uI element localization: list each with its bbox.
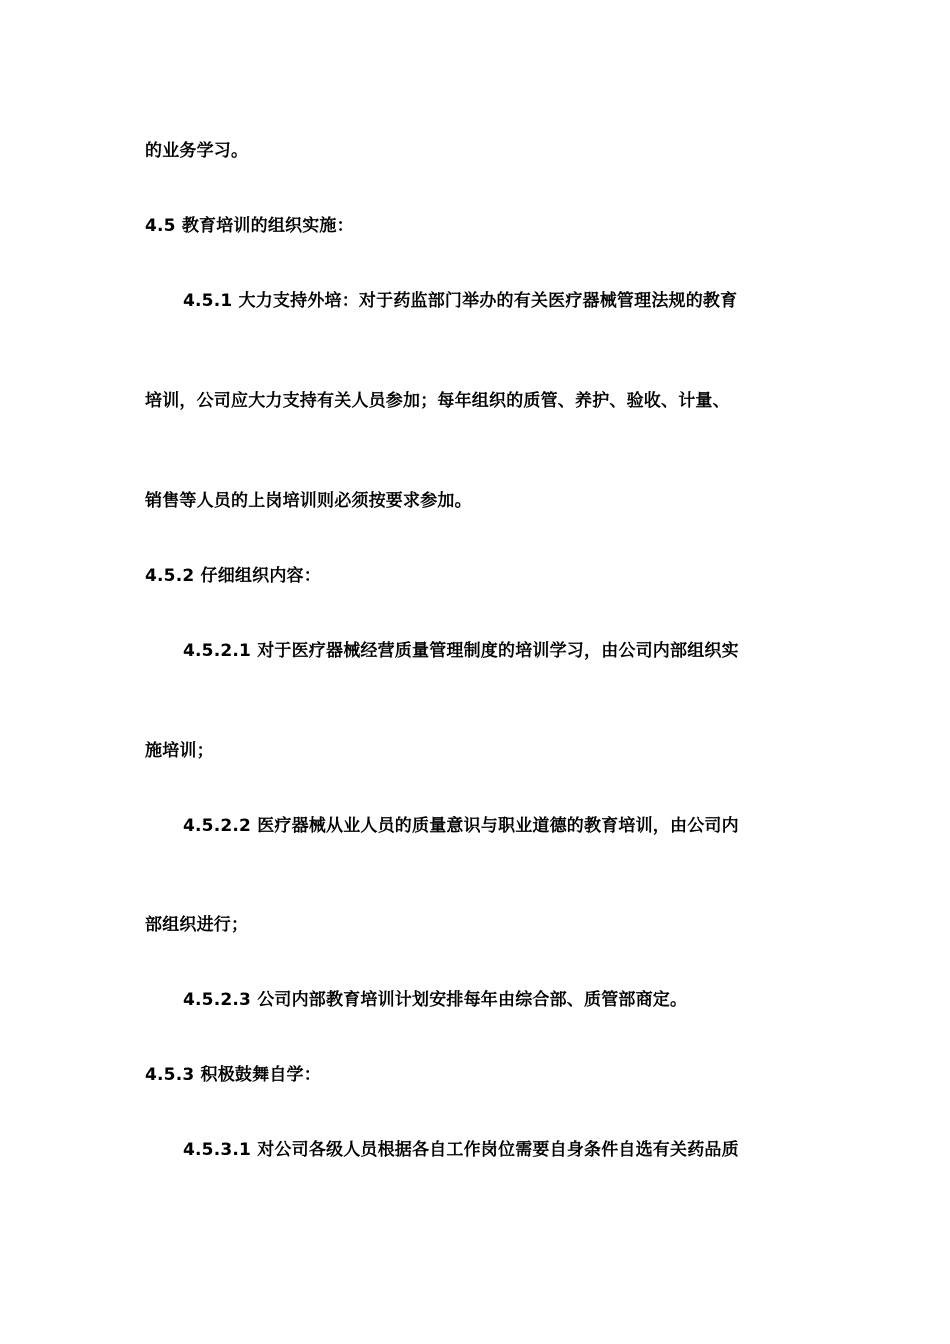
paragraph-line: 部组织进行； [145, 915, 249, 935]
paragraph-line: 4.5.1 大力支持外培：对于药监部门举办的有关医疗器械管理法规的教育 [183, 291, 738, 311]
paragraph-line: 销售等人员的上岗培训则必须按要求参加。 [145, 491, 472, 511]
paragraph-line: 4.5.2.3 公司内部教育培训计划安排每年由综合部、质管部商定。 [183, 990, 688, 1010]
paragraph-line: 4.5.3.1 对公司各级人员根据各自工作岗位需要自身条件自选有关药品质 [183, 1140, 739, 1160]
paragraph-line: 4.5.2.1 对于医疗器械经营质量管理制度的培训学习，由公司内部组织实 [183, 641, 739, 661]
section-heading-4-5: 4.5 教育培训的组织实施： [145, 216, 354, 236]
section-heading-4-5-3: 4.5.3 积极鼓舞自学： [145, 1065, 321, 1085]
paragraph-line: 施培训； [145, 741, 214, 761]
paragraph-line: 4.5.2.2 医疗器械从业人员的质量意识与职业道德的教育培训，由公司内 [183, 816, 739, 836]
section-heading-4-5-2: 4.5.2 仔细组织内容： [145, 566, 321, 586]
paragraph-line: 的业务学习。 [145, 141, 249, 161]
paragraph-line: 培训，公司应大力支持有关人员参加；每年组织的质管、养护、验收、计量、 [145, 391, 730, 411]
